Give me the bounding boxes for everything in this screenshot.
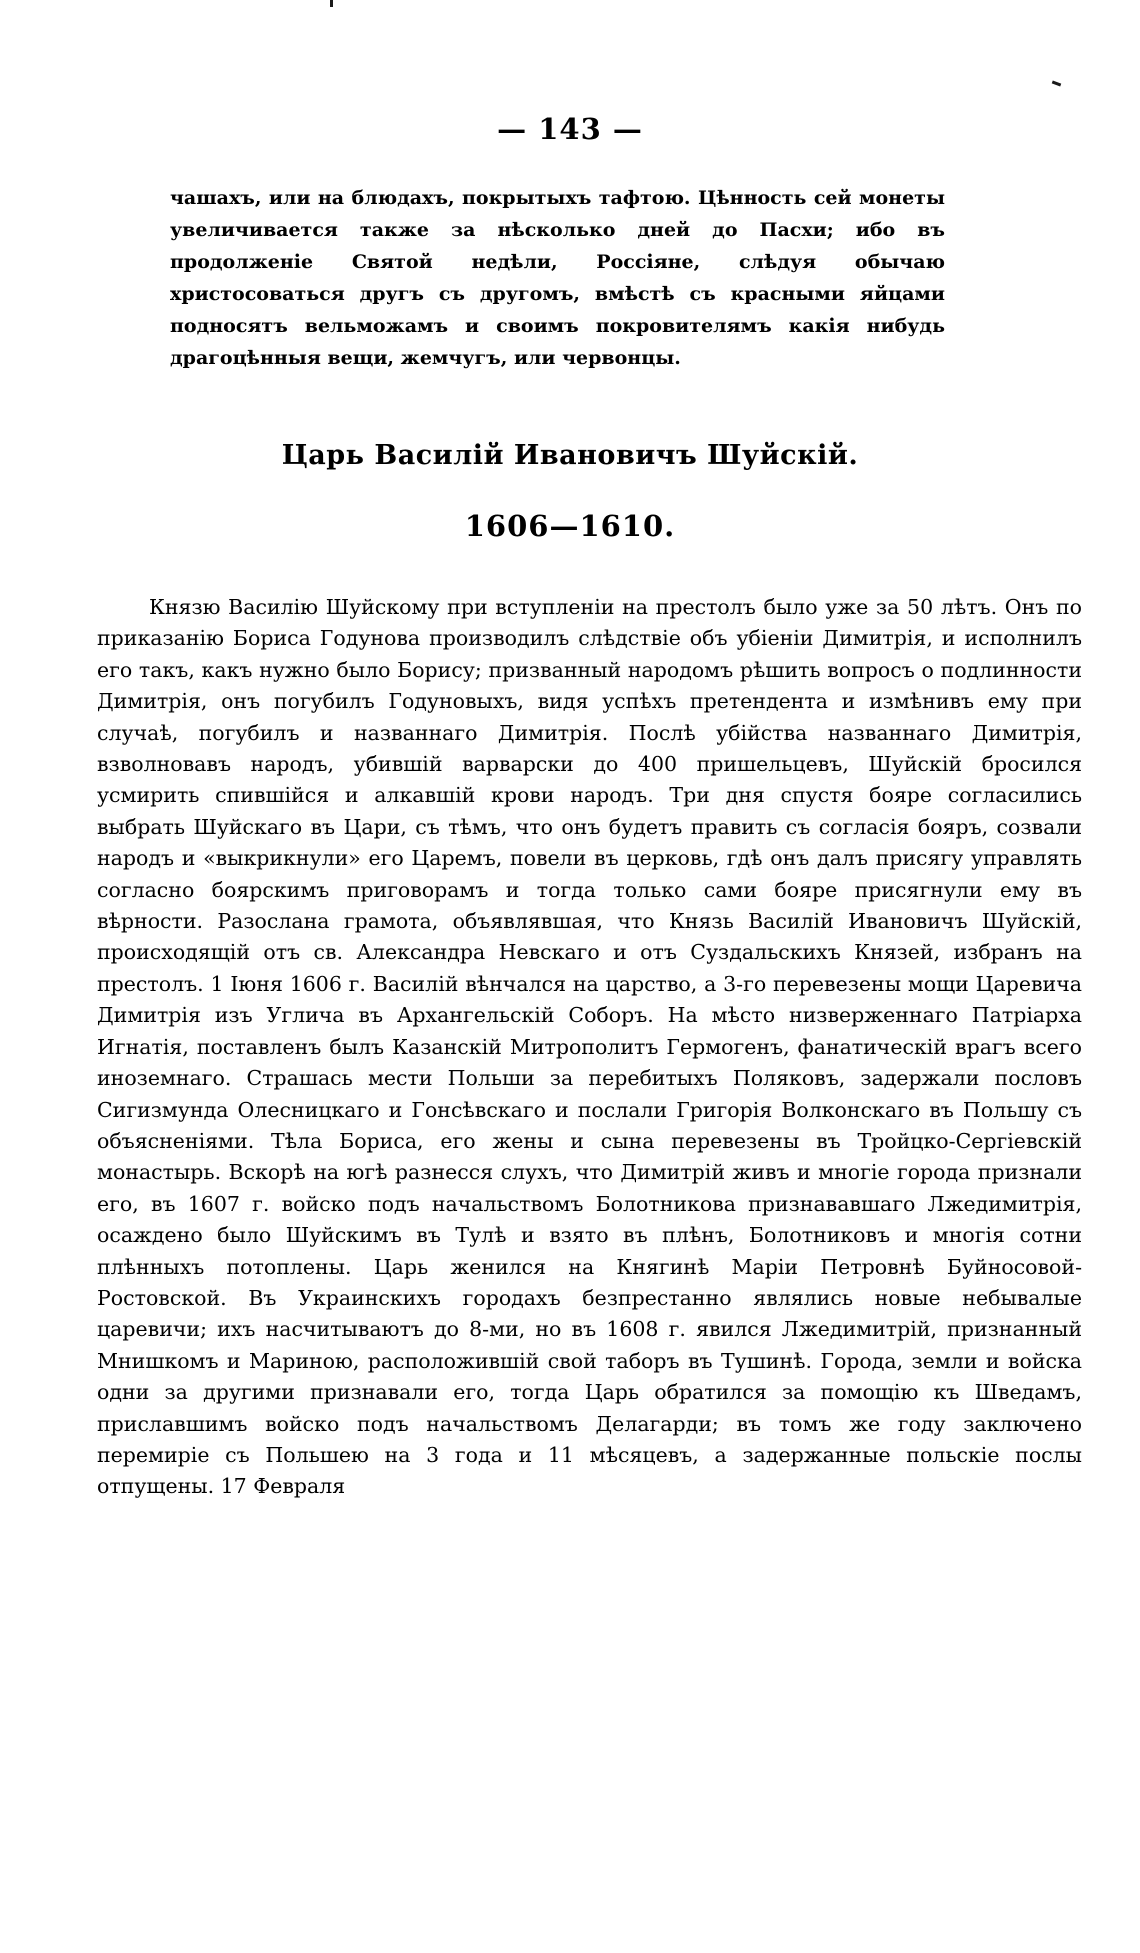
main-text-block (97, 592, 1082, 1503)
intro-paragraph-block (170, 182, 945, 374)
print-speck (330, 0, 333, 7)
intro-paragraph: чашахъ, или на блюдахъ, покрытыхъ тафтою. Цѣнность сей монеты увеличивается также за нѣсколько дней до Пасхи; ибо въ продолженіе Святой недѣли, Россіяне, слѣдуя обычаю христосоваться другъ съ другомъ, вмѣстѣ съ красными яйцами подносятъ вельможамъ и своимъ покровителямъ какія нибудь драгоцѣнныя вещи, жемчугъ, или червонцы. (170, 187, 945, 369)
print-speck (1052, 81, 1061, 87)
chapter-title: Царь Василій Ивановичъ Шуйскій. (281, 440, 859, 471)
reign-years: 1606—1610. (464, 509, 676, 543)
main-paragraph: Князю Василію Шуйскому при вступленіи на престолъ было уже за 50 лѣтъ. Онъ по приказанію Бориса Годунова производилъ слѣдствіе объ убіеніи Димитрія, и исполнилъ его такъ, какъ нужно было Борису; призванный народомъ рѣшить вопросъ о подлинности Димитрія, онъ погубилъ Годуновыхъ, видя успѣхъ претендента и измѣнивъ ему при случаѣ, погубилъ и названнаго Димитрія. Послѣ убійства названнаго Димитрія, взволновавъ народъ, убившій варварски до 400 пришельцевъ, Шуйскій бросился усмирить спившійся и алкавшій крови народъ. Три дня спустя бояре согласились выбрать Шуйскаго въ Цари, съ тѣмъ, что онъ будетъ править съ согласія бояръ, созвали народъ и «выкрикнули» его Царемъ, повели въ церковь, гдѣ онъ далъ присягу управлять согласно боярскимъ приговорамъ и тогда только сами бояре присягнули ему въ вѣрности. Разослана грамота, объявлявшая, что Князь Василій Ивановичъ Шуйскій, происходящій отъ св. Александра Невскаго и отъ Суздальскихъ Князей, избранъ на престолъ. 1 Іюня 1606 г. Василій вѣнчался на царство, а 3-го перевезены мощи Царевича Димитрія изъ Углича въ Архангельскій Соборъ. На мѣсто низверженнаго Патріарха Игнатія, поставленъ былъ Казанскій Митрополитъ Гермогенъ, фанатическій врагъ всего иноземнаго. Страшась мести Польши за перебитыхъ Поляковъ, задержали пословъ Сигизмунда Олесницкаго и Гонсѣвскаго и послали Григорія Волконскаго въ Польшу съ объясненіями. Тѣла Бориса, его жены и сына перевезены въ Тройцко-Сергіевскій монастырь. Вскорѣ на югѣ разнесся слухъ, что Димитрій живъ и многіе города признали его, въ 1607 г. войско подъ начальствомъ Болотникова признававшаго Лжедимитрія, осаждено было Шуйскимъ въ Тулѣ и взято въ плѣнъ, Болотниковъ и многія сотни плѣнныхъ потоплены. Царь женился на Княгинѣ Маріи Петровнѣ Буйносовой-Ростовской. Въ Украинскихъ городахъ безпрестанно являлись новые небывалые царевичи; ихъ насчитываютъ до 8-ми, но въ 1608 г. явился Лжедимитрій, признанный Мнишкомъ и Мариною, расположившій свой таборъ въ Тушинѣ. Города, земли и войска одни за другими признавали его, тогда Царь обратился за помощію къ Шведамъ, приславшимъ войско подъ начальствомъ Делагарди; въ томъ же году заключено перемиріе съ Польшею на 3 года и 11 мѣсяцевъ, а задержанные польскіе послы отпущены. 17 Февраля (97, 595, 1082, 1499)
page-number: — 143 — (497, 112, 643, 146)
